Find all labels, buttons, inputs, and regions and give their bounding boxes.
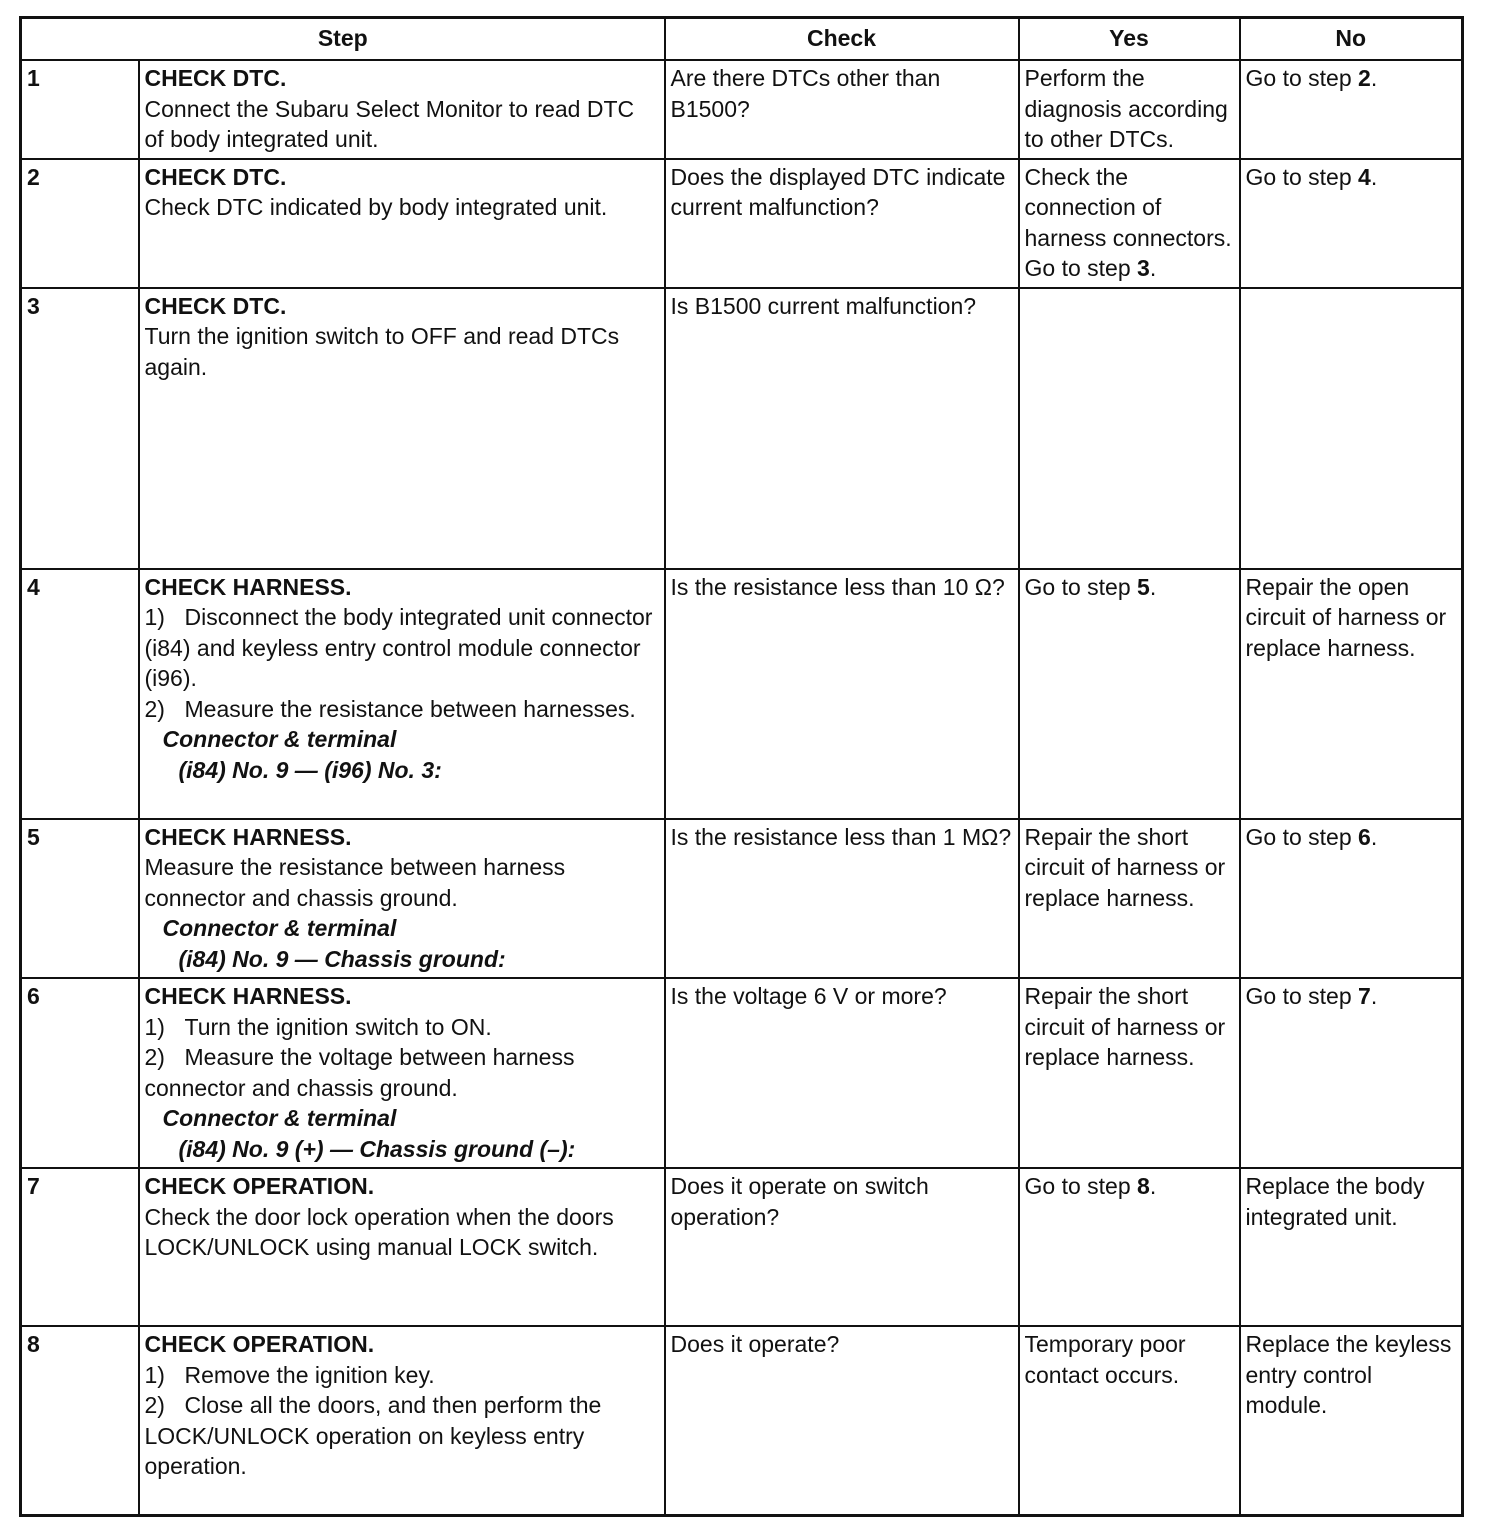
- no-text-end: .: [1370, 163, 1378, 190]
- yes-text-end: .: [1149, 1173, 1157, 1199]
- step-number: 1: [21, 60, 139, 159]
- no-text: Go to step: [1245, 983, 1359, 1009]
- header-no: No: [1240, 18, 1463, 61]
- substep-text: Close all the doors, and then perform the LOCK/UNLOCK operation on keyless entry operation.: [144, 1392, 602, 1479]
- substep-text: Remove the ignition key.: [184, 1361, 435, 1388]
- no-text: Go to step: [1245, 163, 1359, 190]
- step-number: 7: [21, 1168, 139, 1326]
- step-title: CHECK OPERATION.: [144, 1331, 375, 1357]
- step-number: 4: [21, 569, 139, 819]
- check-cell: Are there DTCs other than B1500?: [665, 60, 1019, 159]
- yes-cell: Repair the short circuit of harness or replace harness.: [1019, 978, 1240, 1168]
- no-cell: [1240, 978, 1463, 1168]
- substep: [145, 1012, 659, 1043]
- table-row: [21, 60, 1463, 159]
- substep-number: 2): [144, 695, 165, 722]
- connector-label: Connector & terminal: [162, 726, 397, 752]
- step-title: CHECK HARNESS.: [144, 573, 352, 600]
- check-cell: Is the voltage 6 V or more?: [665, 978, 1019, 1168]
- yes-text: Go to step: [1024, 573, 1138, 600]
- table-row: [21, 569, 1463, 819]
- step-cell: [139, 1168, 665, 1326]
- substep-number: 2): [144, 1392, 165, 1418]
- substep-text: Disconnect the body integrated unit connector (i84) and keyless entry control module connector (i96).: [144, 604, 653, 691]
- connector-label: Connector & terminal: [162, 915, 397, 941]
- step-ref: 6: [1358, 823, 1371, 850]
- step-text: Turn the ignition switch to OFF and read DTCs again.: [144, 323, 620, 380]
- check-cell: Does the displayed DTC indicate current malfunction?: [665, 159, 1019, 288]
- no-cell: Replace the body integrated unit.: [1240, 1168, 1463, 1326]
- substep-number: 1): [144, 1013, 165, 1040]
- step-cell: [139, 819, 665, 979]
- substep: [145, 1390, 659, 1482]
- substep-text: Turn the ignition switch to ON.: [184, 1013, 492, 1040]
- step-title: CHECK HARNESS.: [144, 983, 352, 1009]
- step-text: Connect the Subaru Select Monitor to read DTC of body integrated unit.: [144, 95, 635, 152]
- substep-text: Measure the resistance between harnesses.: [184, 695, 636, 722]
- substep: [145, 1042, 659, 1103]
- yes-text: Go to step: [1024, 1173, 1138, 1199]
- substep-number: 1): [144, 1361, 165, 1388]
- step-ref: 3: [1137, 255, 1150, 281]
- table-row: [21, 288, 1463, 569]
- yes-cell: [1019, 1168, 1240, 1326]
- step-ref: 4: [1358, 163, 1371, 190]
- step-title: CHECK HARNESS.: [144, 823, 352, 850]
- step-title: CHECK DTC.: [144, 65, 287, 91]
- step-title: CHECK DTC.: [144, 163, 287, 190]
- check-cell: Does it operate on switch operation?: [665, 1168, 1019, 1326]
- header-step: Step: [21, 18, 665, 61]
- no-cell: [1240, 159, 1463, 288]
- step-cell: [139, 569, 665, 819]
- table-row: [21, 159, 1463, 288]
- yes-text-end: .: [1149, 573, 1157, 600]
- step-cell: [139, 978, 665, 1168]
- no-cell: Replace the keyless entry control module.: [1240, 1326, 1463, 1515]
- no-cell: [1240, 819, 1463, 979]
- substep: [145, 602, 659, 694]
- check-cell: Does it operate?: [665, 1326, 1019, 1515]
- step-number: 5: [21, 819, 139, 979]
- yes-cell: Perform the diagnosis according to other DTCs.: [1019, 60, 1240, 159]
- step-title: CHECK OPERATION.: [144, 1173, 375, 1199]
- header-yes: Yes: [1019, 18, 1240, 61]
- terminal-spec: (i84) No. 9 (+) — Chassis ground (–):: [178, 1135, 576, 1162]
- step-ref: 8: [1137, 1173, 1150, 1199]
- no-cell: Repair the open circuit of harness or replace harness.: [1240, 569, 1463, 819]
- step-text: Check the door lock operation when the doors LOCK/UNLOCK using manual LOCK switch.: [144, 1203, 614, 1260]
- no-cell: [1240, 288, 1463, 569]
- step-cell: [139, 288, 665, 569]
- yes-text-end: .: [1149, 255, 1157, 281]
- no-text: Go to step: [1245, 65, 1359, 91]
- no-cell: [1240, 60, 1463, 159]
- yes-cell: Repair the short circuit of harness or replace harness.: [1019, 819, 1240, 979]
- step-cell: [139, 60, 665, 159]
- diagnostic-table: [19, 16, 1464, 1517]
- step-title: CHECK DTC.: [144, 292, 287, 319]
- yes-text: Check the connection of harness connectors. Go to step: [1024, 163, 1232, 281]
- table-row: [21, 1326, 1463, 1515]
- table-row: [21, 978, 1463, 1168]
- no-text-end: .: [1370, 983, 1378, 1009]
- no-text-end: .: [1370, 65, 1378, 91]
- substep-number: 1): [144, 604, 165, 630]
- substep: [145, 1360, 659, 1391]
- substep-text: Measure the voltage between harness connector and chassis ground.: [144, 1044, 575, 1101]
- step-number: 2: [21, 159, 139, 288]
- step-text: Measure the resistance between harness connector and chassis ground.: [144, 854, 566, 911]
- step-number: 8: [21, 1326, 139, 1515]
- table-row: [21, 1168, 1463, 1326]
- step-ref: 7: [1358, 983, 1371, 1009]
- no-text-end: .: [1370, 823, 1378, 850]
- yes-cell: Temporary poor contact occurs.: [1019, 1326, 1240, 1515]
- substep: [145, 694, 659, 725]
- yes-cell: [1019, 159, 1240, 288]
- step-ref: 2: [1358, 65, 1371, 91]
- step-number: 3: [21, 288, 139, 569]
- yes-cell: [1019, 288, 1240, 569]
- substep-number: 2): [144, 1044, 165, 1070]
- header-check: Check: [665, 18, 1019, 61]
- step-number: 6: [21, 978, 139, 1168]
- terminal-spec: (i84) No. 9 — Chassis ground:: [178, 945, 506, 972]
- step-cell: [139, 159, 665, 288]
- step-ref: 5: [1137, 573, 1150, 600]
- no-text: Go to step: [1245, 823, 1359, 850]
- check-cell: Is the resistance less than 10 Ω?: [665, 569, 1019, 819]
- check-cell: Is B1500 current malfunction?: [665, 288, 1019, 569]
- step-text: Check DTC indicated by body integrated unit.: [144, 194, 608, 220]
- header-row: [21, 18, 1463, 61]
- yes-cell: [1019, 569, 1240, 819]
- connector-label: Connector & terminal: [162, 1105, 397, 1131]
- table-row: [21, 819, 1463, 979]
- terminal-spec: (i84) No. 9 — (i96) No. 3:: [178, 756, 442, 783]
- check-cell: Is the resistance less than 1 MΩ?: [665, 819, 1019, 979]
- step-cell: [139, 1326, 665, 1515]
